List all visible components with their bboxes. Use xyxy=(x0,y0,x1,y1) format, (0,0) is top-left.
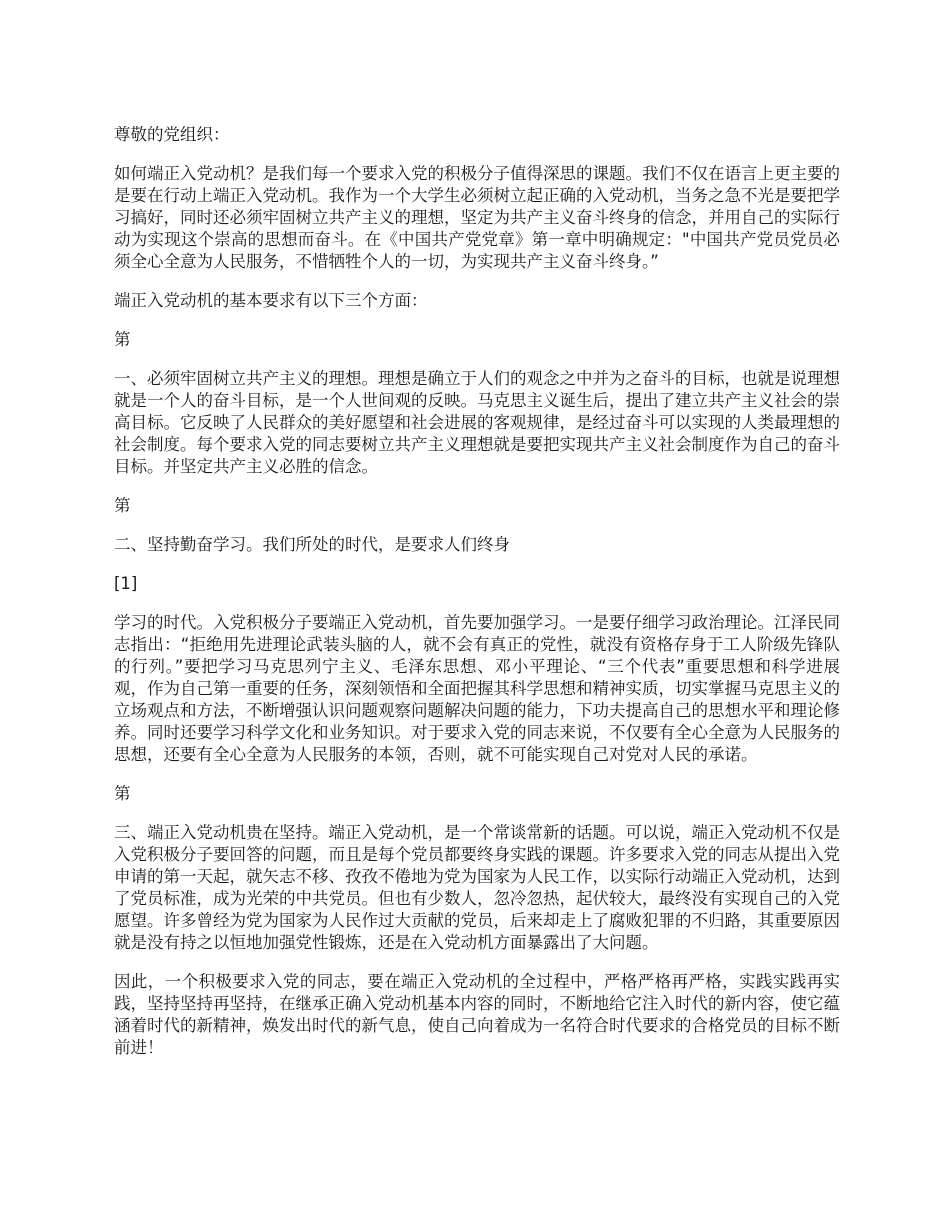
paragraph-ordinal-3: 第 xyxy=(114,784,131,803)
document-page xyxy=(114,124,840,1076)
paragraph-conclusion: 因此，一个积极要求入党的同志，要在端正入党动机的全过程中，严格严格再严格，实践实践再实践，坚持坚持再坚持，在继承正确入党动机基本内容的同时，不断地给它注入时代的新内容，使它蕴涵着时代的新精神，焕发出时代的新气息，使自己向着成为一名符合时代要求的合格党员的目标不断前进！ xyxy=(114,972,840,1057)
footnote-marker: [1] xyxy=(114,574,138,593)
paragraph-point-two-start: 二、坚持勤奋学习。我们所处的时代，是要求人们终身 xyxy=(114,535,510,554)
paragraph-ordinal-2: 第 xyxy=(114,496,131,515)
paragraph-point-three: 三、端正入党动机贵在坚持。端正入党动机，是一个常谈常新的话题。可以说，端正入党动机不仅是入党积极分子要回答的问题，而且是每个党员都要终身实践的课题。许多要求入党的同志从提出入党申请的第一天起，就矢志不移、孜孜不倦地为党为国家为人民工作，以实际行动端正入党动机，达到了党员标准，成为光荣的中共党员。但也有少数人，忽冷忽热，起伏较大，最终没有实现自己的入党愿望。许多曾经为党为国家为人民作过大贡献的党员，后来却走上了腐败犯罪的不归路，其重要原因就是没有持之以恒地加强党性锻炼，还是在入党动机方面暴露出了大问题。 xyxy=(114,823,840,952)
paragraph-ordinal-1: 第 xyxy=(114,330,131,349)
paragraph-requirements-lead: 端正入党动机的基本要求有以下三个方面： xyxy=(114,291,428,310)
paragraph-intro: 如何端正入党动机？是我们每一个要求入党的积极分子值得深思的课题。我们不仅在语言上更主要的是要在行动上端正入党动机。我作为一个大学生必须树立起正确的入党动机，当务之急不光是要把学习搞好，同时还必须牢固树立共产主义的理想，坚定为共产主义奋斗终身的信念，并用自己的实际行动为实现这个崇高的思想而奋斗。在《中国共产党党章》第一章中明确规定："中国共产党员党员必须全心全意为人民服务，不惜牺牲个人的一切，为实现共产主义奋斗终身。” xyxy=(114,164,840,271)
paragraph-point-one: 一、必须牢固树立共产主义的理想。理想是确立于人们的观念之中并为之奋斗的目标，也就是说理想就是一个人的奋斗目标，是一个人世间观的反映。马克思主义诞生后，提出了建立共产主义社会的崇高目标。它反映了人民群众的美好愿望和社会进展的客观规律，是经过奋斗可以实现的人类最理想的社会制度。每个要求入党的同志要树立共产主义理想就是要把实现共产主义社会制度作为自己的奋斗目标。并坚定共产主义必胜的信念。 xyxy=(114,369,840,476)
salutation: 尊敬的党组织： xyxy=(114,125,230,144)
paragraph-point-two: 学习的时代。入党积极分子要端正入党动机，首先要加强学习。一是要仔细学习政治理论。江泽民同志指出：“拒绝用先进理论武装头脑的人，就不会有真正的党性，就没有资格存身于工人阶级先锋队的行列。”要把学习马克思列宁主义、毛泽东思想、邓小平理论、“三个代表”重要思想和科学进展观，作为自己第一重要的任务，深刻领悟和全面把握其科学思想和精神实质，切实掌握马克思主义的立场观点和方法，不断增强认识问题观察问题解决问题的能力，下功夫提高自己的思想水平和理论修养。同时还要学习科学文化和业务知识。对于要求入党的同志来说，不仅要有全心全意为人民服务的思想，还要有全心全意为人民服务的本领，否则，就不可能实现自己对党对人民的承诺。 xyxy=(114,613,840,764)
